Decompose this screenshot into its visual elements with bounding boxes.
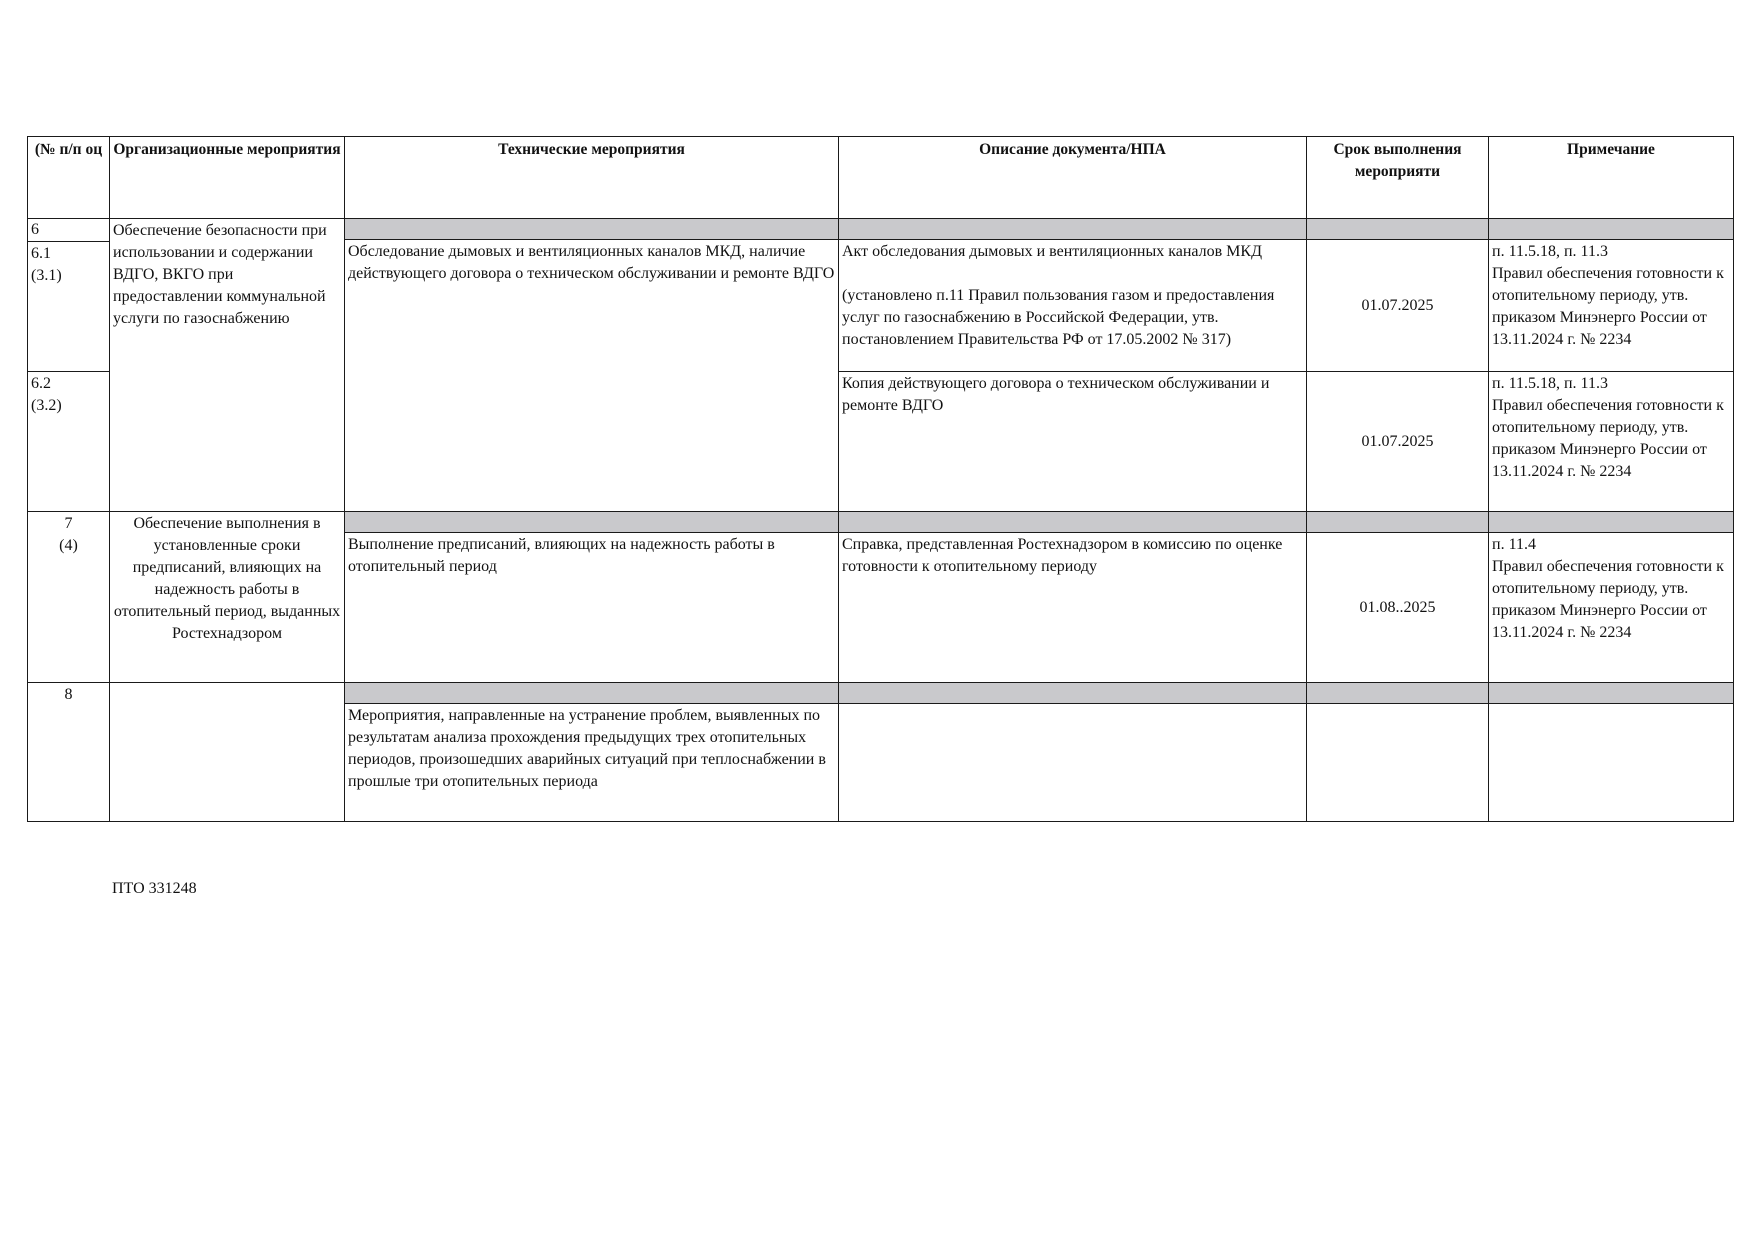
gray-cell (1489, 219, 1734, 240)
row-6-2-number-ref: (3.2) (31, 397, 62, 414)
section-8-organizational (110, 683, 345, 822)
row-6-1-number (28, 242, 109, 288)
header-number: (№ п/п оц (28, 137, 110, 219)
row-6-2-note-text: Правил обеспечения готовности к отопительному периоду, утв. приказом Минэнерго России от 13.11.2024 г. № 2234 (1492, 397, 1724, 480)
row-6-2-note-ref: п. 11.5.18, п. 11.3 (1492, 375, 1608, 392)
header-document: Описание документа/НПА (839, 137, 1307, 219)
row-6-1-note-ref: п. 11.5.18, п. 11.3 (1492, 243, 1608, 260)
gray-cell (1489, 683, 1734, 704)
section-6-technical: Обследование дымовых и вентиляционных каналов МКД, наличие действующего договора о техническом обслуживании и ремонте ВДГО (345, 240, 839, 512)
gray-cell (839, 683, 1307, 704)
section-7-organizational: Обеспечение выполнения в установленные сроки предписаний, влияющих на надежность работы в отопительный период, выданных Ростехнадзором (110, 512, 345, 683)
document-code: ПТО 331248 (112, 880, 197, 897)
gray-cell (1307, 683, 1489, 704)
section-7-note-text: Правил обеспечения готовности к отопительному периоду, утв. приказом Минэнерго России от 13.11.2024 г. № 2234 (1492, 558, 1724, 641)
row-6-1-number-ref: (3.1) (31, 267, 62, 284)
section-7-number-ref: (4) (59, 537, 78, 554)
section-8-note (1489, 704, 1734, 822)
row-6-2-document: Копия действующего договора о техническом обслуживании и ремонте ВДГО (839, 372, 1307, 512)
section-6-gray-row (28, 219, 1734, 240)
spacer (842, 263, 1303, 285)
gray-cell (839, 219, 1307, 240)
row-6-1-document (839, 240, 1307, 372)
row-6-2-deadline: 01.07.2025 (1307, 372, 1489, 512)
readiness-plan-table (27, 136, 1734, 822)
section-8-gray-row (28, 683, 1734, 704)
section-8-technical: Мероприятия, направленные на устранение проблем, выявленных по результатам анализа прохождения предыдущих трех отопительных периодов, произошедших аварийных ситуаций при теплоснабжении в прошлые три отопительных периода (345, 704, 839, 822)
header-deadline: Срок выполнения мероприяти (1307, 137, 1489, 219)
gray-cell (345, 683, 839, 704)
section-6-number-cell (28, 219, 110, 372)
plan-table-container (27, 136, 1734, 822)
row-6-1-number-main: 6.1 (31, 245, 51, 262)
section-7-note-ref: п. 11.4 (1492, 536, 1536, 553)
gray-cell (1307, 219, 1489, 240)
row-6-2-note (1489, 372, 1734, 512)
row-6-1-deadline: 01.07.2025 (1307, 240, 1489, 372)
row-6-1-note-text: Правил обеспечения готовности к отопительному периоду, утв. приказом Минэнерго России от 13.11.2024 г. № 2234 (1492, 265, 1724, 348)
section-7-number (28, 512, 110, 683)
section-8-document (839, 704, 1307, 822)
section-7-gray-row (28, 512, 1734, 533)
section-8-deadline (1307, 704, 1489, 822)
section-7-document: Справка, представленная Ростехнадзором в комиссию по оценке готовности к отопительному периоду (839, 533, 1307, 683)
section-6-organizational: Обеспечение безопасности при использовании и содержании ВДГО, ВКГО при предоставлении коммунальной услуги по газоснабжению (110, 219, 345, 512)
row-6-2-number-main: 6.2 (31, 375, 51, 392)
header-note: Примечание (1489, 137, 1734, 219)
table-header-row (28, 137, 1734, 219)
section-7-technical: Выполнение предписаний, влияющих на надежность работы в отопительный период (345, 533, 839, 683)
row-6-2-number (28, 372, 110, 512)
section-7-note (1489, 533, 1734, 683)
header-technical: Технические мероприятия (345, 137, 839, 219)
row-6-1-note (1489, 240, 1734, 372)
gray-cell (839, 512, 1307, 533)
gray-cell (1307, 512, 1489, 533)
row-6-1-document-title: Акт обследования дымовых и вентиляционных каналов МКД (842, 243, 1262, 260)
row-6-1-document-basis: (установлено п.11 Правил пользования газом и предоставления услуг по газоснабжению в Российской Федерации, утв. постановлением Правительства РФ от 17.05.2002 № 317) (842, 287, 1275, 348)
section-7-number-main: 7 (64, 515, 73, 532)
gray-cell (345, 512, 839, 533)
gray-cell (1489, 512, 1734, 533)
section-8-number: 8 (28, 683, 110, 822)
section-7-deadline: 01.08..2025 (1307, 533, 1489, 683)
header-organizational: Организационные мероприятия (110, 137, 345, 219)
section-6-number: 6 (28, 219, 109, 242)
gray-cell (345, 219, 839, 240)
